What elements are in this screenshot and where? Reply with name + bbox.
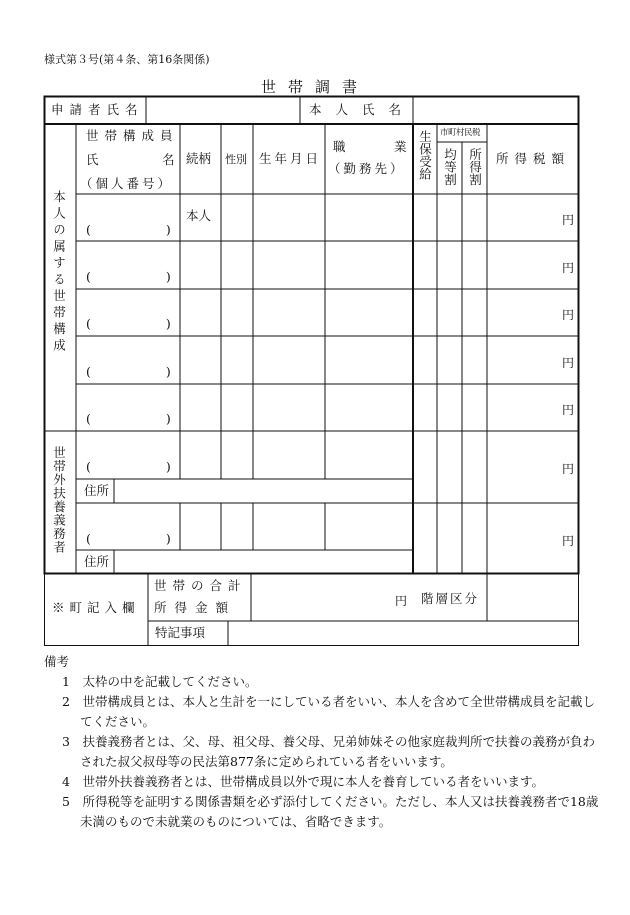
occupation-header-line2: （勤務先） bbox=[328, 161, 406, 176]
income-tax-yen-2: 円 bbox=[562, 261, 575, 275]
self-name-label: 本人氏名 bbox=[309, 102, 416, 117]
non-household-section-label: 世帯外扶養義務者 bbox=[51, 446, 67, 554]
per-capita-header: 均等割 bbox=[442, 148, 458, 186]
relation-header: 続柄 bbox=[186, 151, 212, 166]
household-total-yen: 円 bbox=[395, 594, 408, 608]
note-item: 3 扶養義務者とは、父、母、祖父母、養父母、兄弟姉妹その他家庭裁判所で扶養の義務が負わされた叔父叔母等の民法第877条に定められている者をいいます。 bbox=[62, 734, 595, 769]
income-tax-yen-7: 円 bbox=[562, 534, 575, 548]
supporter-number-paren-1: ( ) bbox=[86, 459, 171, 474]
notes-section bbox=[44, 652, 604, 832]
sex-header: 性別 bbox=[225, 153, 247, 166]
applicant-name-field[interactable] bbox=[148, 98, 298, 122]
income-tax-yen-5: 円 bbox=[562, 403, 575, 417]
supporter-number-paren-2: ( ) bbox=[86, 531, 171, 546]
self-name-field[interactable] bbox=[415, 98, 575, 122]
member-header-line2a: 氏 bbox=[86, 152, 99, 167]
note-item: 4 世帯外扶養義務者とは、世帯構成員以外で現に本人を養育している者をいいます。 bbox=[62, 774, 544, 789]
income-tax-header: 所得税額 bbox=[496, 151, 571, 166]
notes-heading: 備考 bbox=[44, 654, 70, 669]
household-total-label-line2: 所得金額 bbox=[154, 600, 237, 615]
applicant-name-label: 申請者氏名 bbox=[51, 102, 144, 117]
income-tax-yen-6: 円 bbox=[562, 462, 575, 476]
special-notes-label: 特記事項 bbox=[155, 625, 206, 640]
municipal-tax-header: 市町村民税 bbox=[440, 128, 481, 138]
form-title: 世帯調書 bbox=[260, 78, 369, 96]
note-item: 1 太枠の中を記載してください。 bbox=[62, 674, 258, 689]
address-label-2: 住所 bbox=[84, 554, 110, 569]
self-relation: 本人 bbox=[186, 208, 212, 223]
note-item: 2 世帯構成員とは、本人と生計を一にしている者をいい、本人を含めて全世帯構成員を記載してください。 bbox=[62, 694, 595, 729]
occupation-header-line1b: 業 bbox=[394, 139, 407, 154]
member-number-paren-3: ( ) bbox=[86, 316, 171, 331]
form-id: 様式第３号(第４条、第16条関係) bbox=[44, 53, 210, 66]
welfare-header: 生保受給 bbox=[417, 130, 433, 180]
member-number-paren-1: ( ) bbox=[86, 222, 171, 237]
occupation-header-line1a: 職 bbox=[333, 139, 346, 154]
household-section-label: 本人の属する世帯構成 bbox=[51, 190, 67, 355]
tier-label: 階層区分 bbox=[421, 591, 480, 606]
member-number-paren-4: ( ) bbox=[86, 364, 171, 379]
member-header-line2b: 名 bbox=[162, 152, 175, 167]
income-tax-yen-3: 円 bbox=[562, 308, 575, 322]
income-tax-yen-1: 円 bbox=[562, 213, 575, 227]
income-levy-header: 所得割 bbox=[467, 148, 483, 186]
household-total-label-line1: 世帯の合計 bbox=[154, 578, 247, 593]
member-number-paren-2: ( ) bbox=[86, 269, 171, 284]
birthdate-header: 生年月日 bbox=[259, 151, 322, 166]
note-item: 5 所得税等を証明する関係書類を必ず添付してください。ただし、本人又は扶養義務者で18歳未満のもので未就業のものについては、省略できます。 bbox=[62, 794, 599, 829]
income-tax-yen-4: 円 bbox=[562, 356, 575, 370]
member-number-paren-5: ( ) bbox=[86, 411, 171, 426]
address-label-1: 住所 bbox=[84, 483, 110, 498]
office-use-label: ※町記入欄 bbox=[52, 600, 140, 615]
member-header-line3: （個人番号） bbox=[80, 176, 174, 191]
member-header-line1: 世帯構成員 bbox=[86, 128, 179, 143]
